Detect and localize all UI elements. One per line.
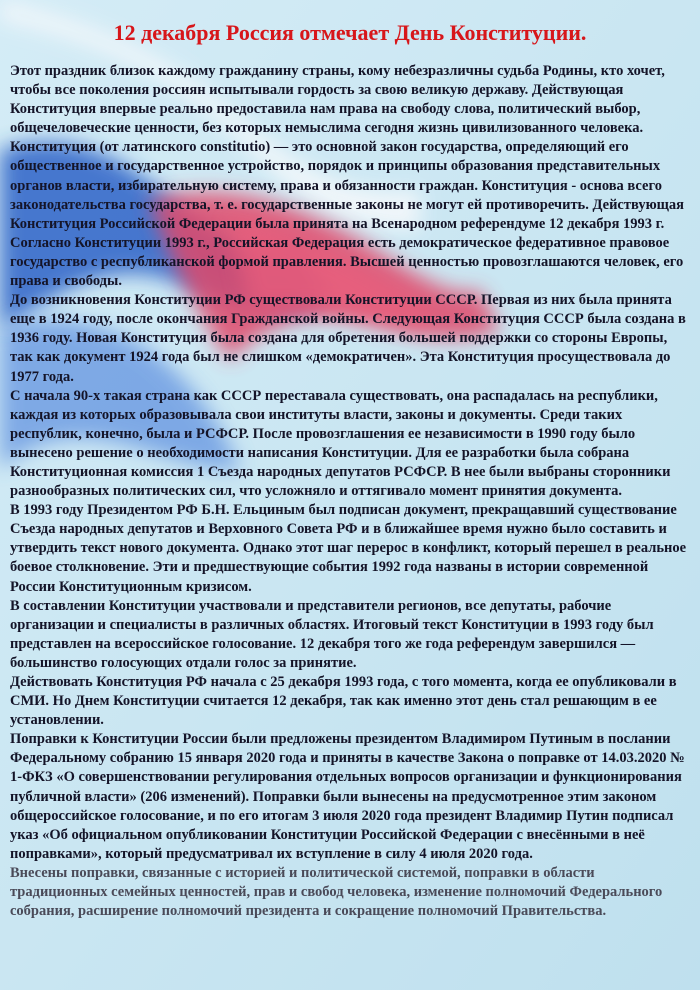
paragraph-90s: С начала 90-х такая страна как СССР переставала существовать, она распадалась на республики, каждая из которых образовывала свои институты власти, законы и документы. Среди таких республик, конечно, была и РСФСР. После провозглашения ее независимости в 1990 году было вынесено решение о необходимости написания Конституции. Для ее разработки была собрана Конституционная комиссия 1 Съезда народных депутатов РСФСР. В нее были выбраны сторонники разнообразных политических сил, что усложняло и оттягивало момент принятия документа. [10, 387, 671, 500]
paragraph-amendments-2020: Поправки к Конституции России были предложены президентом Владимиром Путиным в послании Федеральному собранию 15 января 2020 года и приняты в качестве Закона о поправке от 14.03.2020 № 1-ФКЗ «О совершенствовании регулирования отдельных вопросов организации и функционирования публичной власти» (206 изменений). Поправки были вынесены на предусмотренное этим законом общероссийское голосование, и по его итогам 3 июля 2020 года президент Владимир Путин подписал указ «Об официальном опубликовании Конституции Российской Федерации с внесёнными в неё поправками», который предусматривал их вступление в силу 4 июля 2020 года. [10, 731, 685, 862]
page-title: 12 декабря Россия отмечает День Конституции. [113, 20, 587, 45]
paragraph-effective-date: Действовать Конституция РФ начала с 25 декабря 1993 года, с того момента, когда ее опубликовали в СМИ. Но Днем Конституции считается 12 декабря, так как именно этот день стал решающим в ее установлении. [10, 674, 677, 729]
paragraph-intro: Этот праздник близок каждому гражданину страны, кому небезразличны судьба Родины, кто хочет, чтобы все поколения россиян испытывали гордость за свою великую державу. Действующая Конституция впервые реально предоставила нам права на свободу слова, политический выбор, общечеловеческие ценности, без которых немыслима сегодня жизнь цивилизованного человека. [10, 63, 665, 137]
paragraph-ussr-constitutions: До возникновения Конституции РФ существовали Конституции СССР. Первая из них была принята еще в 1924 году, после окончания Гражданской войны. Следующая Конституция СССР была создана в 1936 году. Новая Конституция была создана для обретения большей поддержки со стороны Европы, так как документ 1924 года был не слишком «демократичен». Эта Конституция просуществовала до 1977 года. [10, 292, 686, 385]
paragraph-1993-crisis: В 1993 году Президентом РФ Б.Н. Ельциным был подписан документ, прекращавший существование Съезда народных депутатов и Верховного Совета РФ и в ближайшее время нужно было составить и утвердить текст нового документа. Однако этот шаг перерос в конфликт, который перешел в реальное боевое столкновение. Эти и предшествующие события 1992 года названы в истории современной России Конституционным кризисом. [10, 502, 687, 595]
paragraph-drafting: В составлении Конституции участвовали и представители регионов, все депутаты, рабочие организации и специалисты в различных областях. Итоговый текст Конституции в 1993 году был представлен на всероссийское голосование. 12 декабря того же года референдум завершился — большинство голосующих отдали голос за принятие. [10, 597, 654, 671]
paragraph-definition: Конституция (от латинского constitutio) — это основной закон государства, определяющий его общественное и государственное устройство, порядок и принципы образования представительных органов власти, избирательную систему, права и обязанности граждан. Конституция - основа всего законодательства государства, т. е. государственные законы не могут ей противоречить. Действующая Конституция Российской Федерации была принята на Всенародном референдуме 12 декабря 1993 г. Согласно Конституции 1993 г., Российская Федерация есть демократическое федеративное правовое государство с республиканской формой правления. Высшей ценностью провозглашаются человек, его права и свободы. [10, 139, 684, 290]
paragraph-amendments-summary: Внесены поправки, связанные с историей и политической системой, поправки в области традиционных семейных ценностей, прав и свобод человека, изменение полномочий Федерального собрания, расширение полномочий президента и сокращение полномочий Правительства. [10, 864, 663, 920]
